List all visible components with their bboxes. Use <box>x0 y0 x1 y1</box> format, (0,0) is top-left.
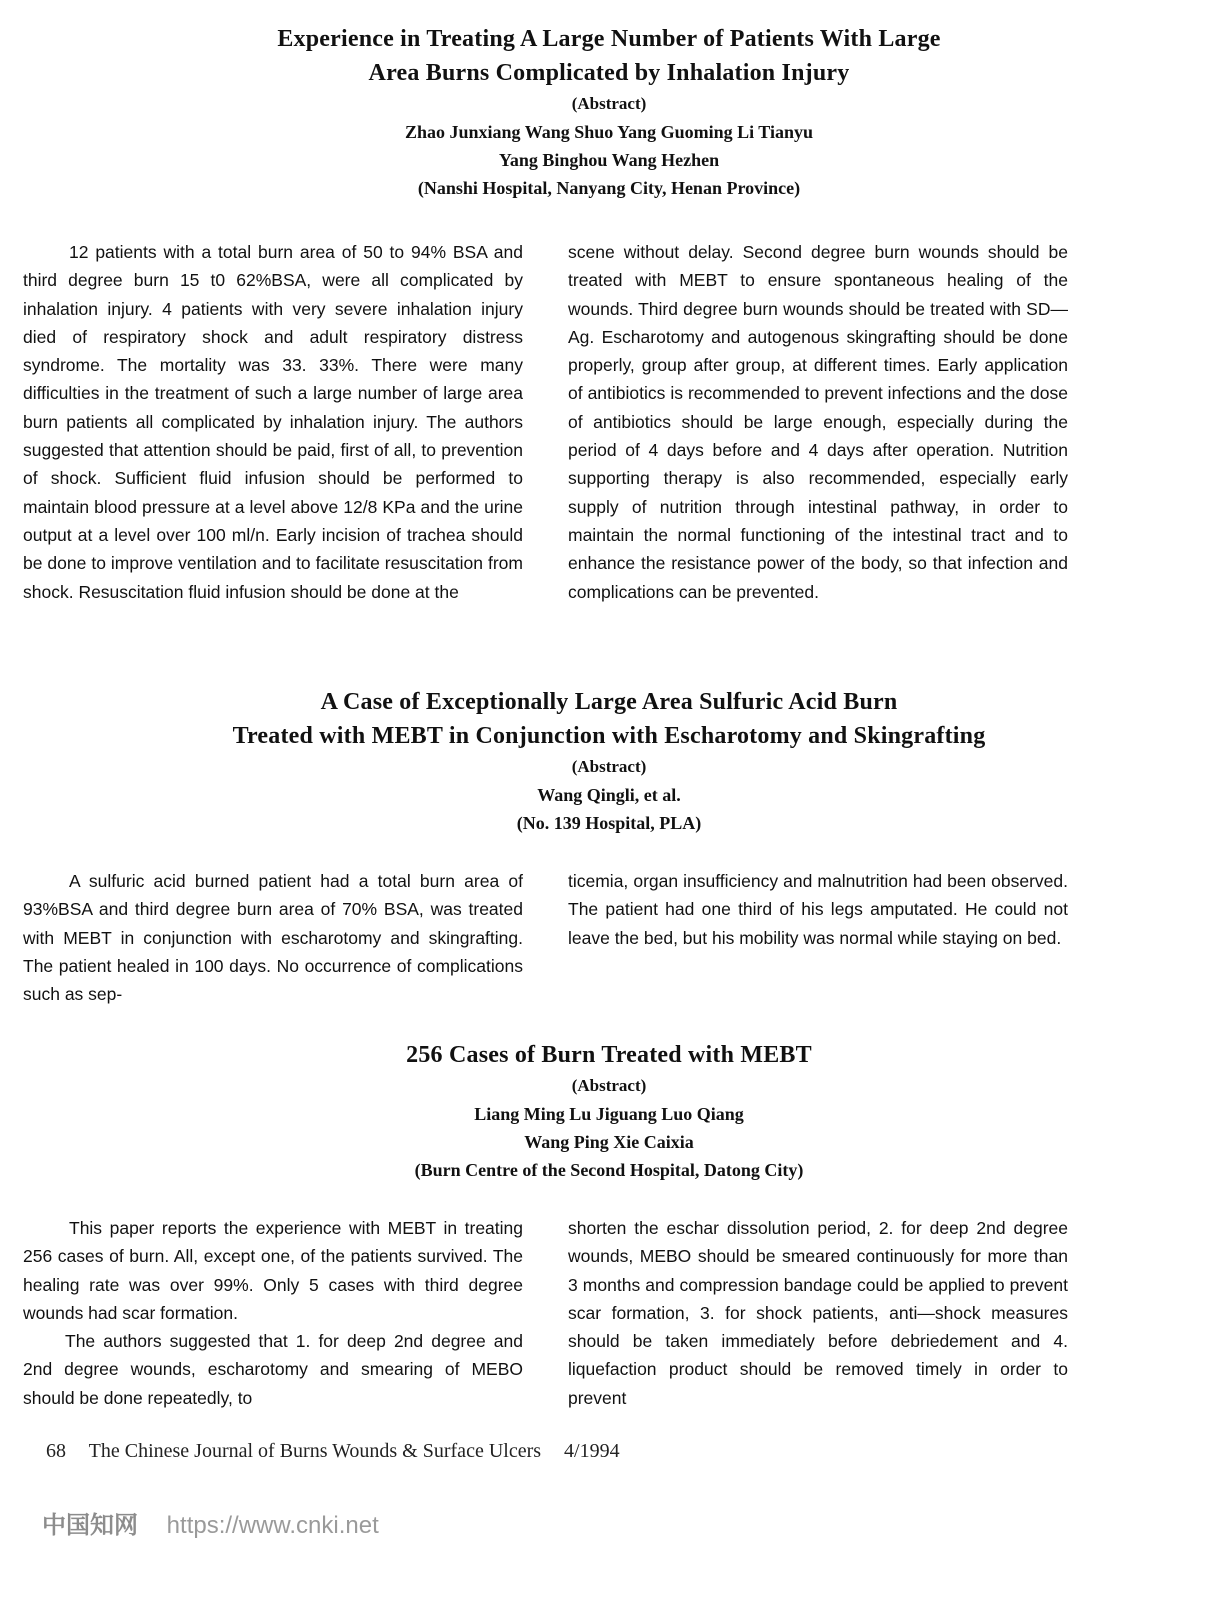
article-title-line-1: Experience in Treating A Large Number of Patients With Large <box>277 26 941 52</box>
authors-line-1: Wang Qingli, et al. <box>537 785 681 805</box>
paragraph: ticemia, organ insufficiency and malnutrition had been observed. The patient had one third of his legs amputated. He could not leave the bed, but his mobility was normal while staying on bed. <box>568 871 1068 948</box>
article-header <box>0 22 1218 202</box>
abstract-label: (Abstract) <box>571 757 647 776</box>
column-left <box>23 1214 523 1412</box>
page-number: 68 <box>46 1440 66 1462</box>
issue-number: 4/1994 <box>564 1440 620 1462</box>
article-title-line-1: 256 Cases of Burn Treated with MEBT <box>406 1042 812 1068</box>
article-title-line-2: Treated with MEBT in Conjunction with Escharotomy and Skingrafting <box>232 723 986 749</box>
column-left <box>23 867 523 1008</box>
paragraph: The authors suggested that 1. for deep 2nd degree and 2nd degree wounds, escharotomy and smearing of MEBO should be done repeatedly, to <box>23 1331 523 1408</box>
paragraph: This paper reports the experience with MEBT in treating 256 cases of burn. All, except one, of the patients survived. The healing rate was over 99%. Only 5 cases with third degree wounds had scar formation. <box>23 1218 523 1323</box>
cnki-watermark <box>42 1505 379 1540</box>
journal-name: The Chinese Journal of Burns Wounds & Surface Ulcers <box>88 1440 542 1462</box>
paragraph: 12 patients with a total burn area of 50 to 94% BSA and third degree burn 15 t0 62%BSA, were all complicated by inhalation injury. 4 patients with very severe inhalation injury died of respiratory shock and adult respiratory distress syndrome. The mortality was 33. 33%. There were many difficulties in the treatment of such a large number of large area burn patients all complicated by inhalation injury. The authors suggested that attention should be paid, first of all, to prevention of shock. Sufficient fluid infusion should be performed to maintain blood pressure at a level above 12/8 KPa and the urine output at a level over 100 ml/n. Early incision of trachea should be done to improve ventilation and to facilitate resuscitation from shock. Resuscitation fluid infusion should be done at the <box>23 242 523 602</box>
column-right <box>568 1214 1068 1412</box>
affiliation: (Nanshi Hospital, Nanyang City, Henan Province) <box>417 178 801 198</box>
abstract-body <box>0 1214 1218 1412</box>
article-inhalation-injury <box>0 22 1218 606</box>
paragraph: A sulfuric acid burned patient had a total burn area of 93%BSA and third degree burn area of 70% BSA, was treated with MEBT in conjunction with escharotomy and skingrafting. The patient healed in 100 days. No occurrence of complications such as sep- <box>23 871 523 1005</box>
watermark-site-name: 中国知网 <box>42 1512 138 1539</box>
paragraph: scene without delay. Second degree burn wounds should be treated with MEBT to ensure spontaneous healing of the wounds. Third degree burn wounds should be treated with SD—Ag. Escharotomy and autogenous skingrafting should be done properly, group after group, at different times. Early application of antibiotics is recommended to prevent infections and the dose of antibiotics should be large enough, especially during the period of 4 days before and 4 days after operation. Nutrition supporting therapy is also recommended, especially early supply of nutrition through intestinal pathway, in order to maintain the normal functioning of the intestinal tract and to enhance the resistance power of the body, so that infection and complications can be prevented. <box>568 242 1068 602</box>
abstract-body <box>0 238 1218 606</box>
column-left <box>23 238 523 606</box>
article-sulfuric-acid-burn <box>0 685 1218 1008</box>
affiliation: (Burn Centre of the Second Hospital, Datong City) <box>414 1160 804 1180</box>
authors-line-1: Zhao Junxiang Wang Shuo Yang Guoming Li Tianyu <box>404 122 814 142</box>
column-right <box>568 238 1068 606</box>
article-header <box>0 685 1218 837</box>
watermark-url: https://www.cnki.net <box>166 1512 379 1539</box>
authors-line-1: Liang Ming Lu Jiguang Luo Qiang <box>474 1104 744 1124</box>
column-right <box>568 867 1068 1008</box>
article-title-line-2: Area Burns Complicated by Inhalation Injury <box>368 60 850 86</box>
page-footer <box>46 1440 638 1463</box>
abstract-label: (Abstract) <box>571 1076 647 1095</box>
abstract-body <box>0 867 1218 1008</box>
authors-line-2: Yang Binghou Wang Hezhen <box>498 150 720 170</box>
paragraph: shorten the eschar dissolution period, 2. for deep 2nd degree wounds, MEBO should be smeared continuously for more than 3 months and compression bandage could be applied to prevent scar formation, 3. for shock patients, anti—shock measures should be taken immediately before debriedement and 4. liquefaction product should be removed timely in order to prevent <box>568 1218 1068 1408</box>
authors-line-2: Wang Ping Xie Caixia <box>524 1132 694 1152</box>
abstract-label: (Abstract) <box>571 94 647 113</box>
article-title-line-1: A Case of Exceptionally Large Area Sulfuric Acid Burn <box>320 689 898 715</box>
article-256-cases <box>0 1038 1218 1412</box>
affiliation: (No. 139 Hospital, PLA) <box>516 813 702 833</box>
article-header <box>0 1038 1218 1184</box>
